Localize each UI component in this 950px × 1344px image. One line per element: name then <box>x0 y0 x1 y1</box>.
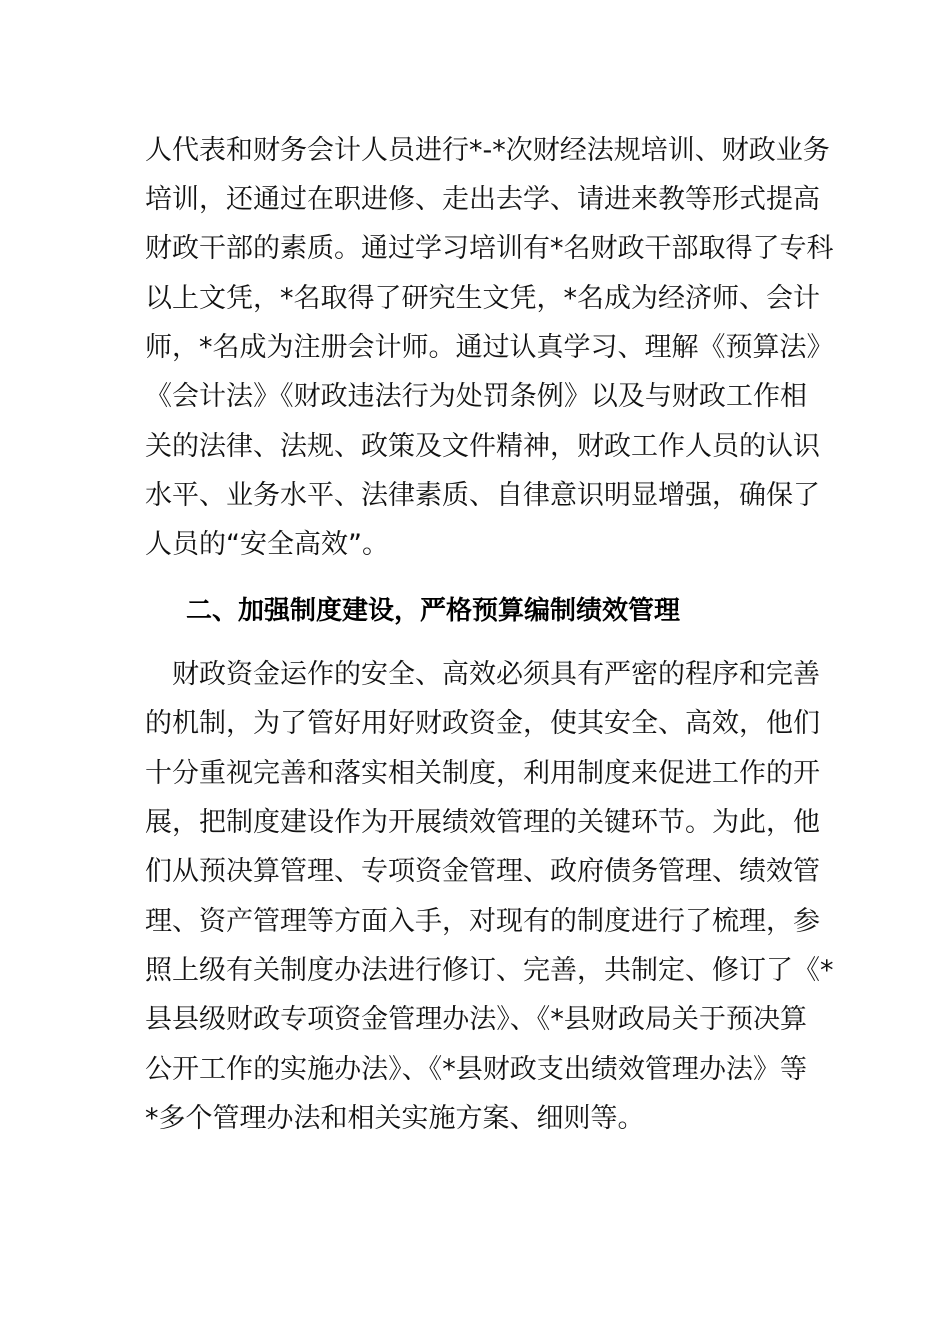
paragraph-2-line-7: 照上级有关制度办法进行修订、完善，共制定、修订了《* <box>145 955 834 986</box>
paragraph-2-line-9: 公开工作的实施办法》、《*县财政支出绩效管理办法》等 <box>145 1054 807 1085</box>
paragraph-2-line-4: 展，把制度建设作为开展绩效管理的关键环节。为此，他 <box>145 807 820 838</box>
paragraph-2-line-2: 的机制，为了管好用好财政资金，使其安全、高效，他们 <box>145 708 820 739</box>
paragraph-1-line-6: 《会计法》《财政违法行为处罚条例》以及与财政工作相 <box>145 381 807 412</box>
paragraph-2-line-8: 县县级财政专项资金管理办法》、《*县财政局关于预决算 <box>145 1004 807 1035</box>
paragraph-2-line-5: 们从预决算管理、专项资金管理、政府债务管理、绩效管 <box>145 856 820 887</box>
paragraph-1-line-8: 水平、业务水平、法律素质、自律意识明显增强，确保了 <box>145 480 820 511</box>
paragraph-1-line-3: 财政干部的素质。通过学习培训有*名财政干部取得了专科 <box>145 233 834 264</box>
paragraph-2-line-1: 财政资金运作的安全、高效必须具有严密的程序和完善 <box>145 659 820 690</box>
paragraph-1-line-1: 人代表和财务会计人员进行*-*次财经法规培训、财政业务 <box>145 135 830 166</box>
paragraph-1-line-7: 关的法律、法规、政策及文件精神，财政工作人员的认识 <box>145 431 820 462</box>
paragraph-2-line-6: 理、资产管理等方面入手，对现有的制度进行了梳理，参 <box>145 906 820 937</box>
paragraph-1-line-9: 人员的“安全高效”。 <box>145 529 389 560</box>
paragraph-2-line-3: 十分重视完善和落实相关制度，利用制度来促进工作的开 <box>145 758 820 789</box>
paragraph-1-line-5: 师，*名成为注册会计师。通过认真学习、理解《预算法》 <box>145 332 834 363</box>
paragraph-2-line-10: *多个管理办法和相关实施方案、细则等。 <box>145 1103 645 1134</box>
paragraph-1-line-2: 培训，还通过在职进修、走出去学、请进来教等形式提高 <box>145 184 820 215</box>
section-2-heading: 二、加强制度建设，严格预算编制绩效管理 <box>186 596 681 626</box>
paragraph-1-line-4: 以上文凭，*名取得了研究生文凭，*名成为经济师、会计 <box>145 283 820 314</box>
